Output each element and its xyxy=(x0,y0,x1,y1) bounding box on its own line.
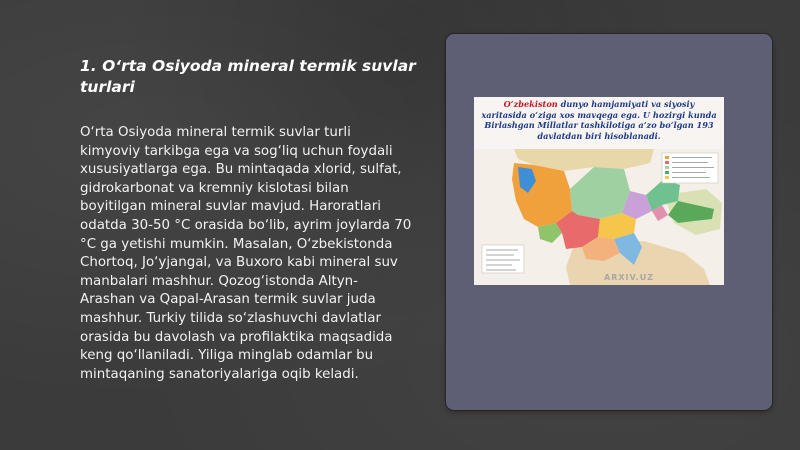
image-watermark: ARXIV.UZ xyxy=(604,273,654,282)
map-legend-box xyxy=(482,245,524,273)
map-legend-swatch xyxy=(665,171,669,174)
map-legend-swatch xyxy=(665,176,669,179)
map-image xyxy=(474,97,724,285)
map-caption-lead: O‘zbekiston xyxy=(503,99,558,109)
slide-body-text: O‘rta Osiyoda mineral termik suvlar turli kimyoviy tarkibga ega va sog‘liq uchun foydali xususiyatlarga ega. Bu mintaqada xlorid, sulfat, gidrokarbonat va kremniy kislotasi bilan boyitilgan mineral suvlar mavjud. Haroratlari odatda 30-50 °C orasida bo‘lib, ayrim joylarda 70 °C ga yetishi mumkin. Masalan, O‘zbekistonda Chortoq, Jo‘yjangal, va Buxoro kabi mineral suv manbalari mashhur. Qozog‘istonda Altyn-Arashan va Qapal-Arasan termik suvlar juda mashhur. Turkiy tilida so‘zlashuvchi davlatlar orasida bu davolash va profilaktika maqsadida keng qo‘llaniladi. Yiliga minglab odamlar bu mintaqaning sanatoriyalariga oqib keladi. xyxy=(80,125,412,382)
map-caption xyxy=(480,99,718,141)
map-caption-text: dunyo hamjamiyati va siyosiy xaritasida o‘ziga xos mavqega ega. U hozirgi kunda Birlashgan Millatlar tashkilotiga a’zo bo‘lgan 193 davlatdan biri hisoblanadi. xyxy=(481,99,717,141)
slide-title: 1. O‘rta Osiyoda mineral termik suvlar turlari xyxy=(80,57,416,96)
uzbekistan-map-illustration xyxy=(474,149,724,285)
map-legend-swatch xyxy=(665,156,669,159)
image-card xyxy=(446,34,772,410)
map-legend-swatch xyxy=(665,166,669,169)
map-legend-swatch xyxy=(665,161,669,164)
